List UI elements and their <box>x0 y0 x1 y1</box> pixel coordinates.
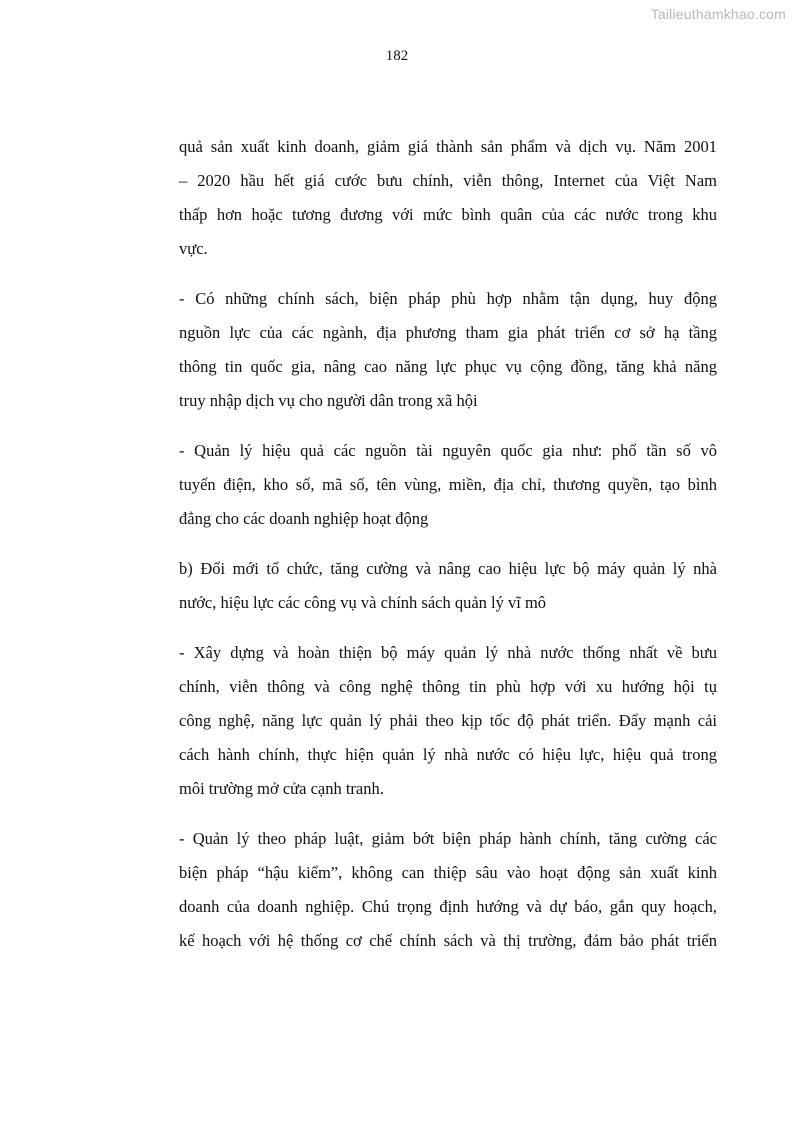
paragraph-3 <box>179 434 717 536</box>
document-body <box>179 130 717 974</box>
text-line: nước, hiệu lực các công vụ và chính sách quản lý vĩ mô <box>179 593 547 612</box>
text-line: b) Đổi mới tổ chức, tăng cường và nâng cao hiệu lực bộ máy quản lý nhà <box>179 559 717 578</box>
text-line: – 2020 hầu hết giá cước bưu chính, viễn thông, Internet của Việt Nam <box>179 171 717 190</box>
text-line: cách hành chính, thực hiện quản lý nhà nước có hiệu lực, hiệu quả trong <box>179 745 717 764</box>
paragraph-1 <box>179 130 717 266</box>
text-line: - Có những chính sách, biện pháp phù hợp nhằm tận dụng, huy động <box>179 289 717 308</box>
text-line: nguồn lực của các ngành, địa phương tham gia phát triển cơ sở hạ tầng <box>179 323 717 342</box>
text-line: đẳng cho các doanh nghiệp hoạt động <box>179 509 429 528</box>
paragraph-5 <box>179 636 717 806</box>
text-line: truy nhập dịch vụ cho người dân trong xã hội <box>179 391 478 410</box>
text-line: tuyến điện, kho số, mã số, tên vùng, miền, địa chỉ, thương quyền, tạo bình <box>179 475 717 494</box>
text-line: - Quản lý theo pháp luật, giảm bớt biện pháp hành chính, tăng cường các <box>179 829 717 848</box>
paragraph-4 <box>179 552 717 620</box>
text-line: thấp hơn hoặc tương đương với mức bình quân của các nước trong khu <box>179 205 717 224</box>
text-line: vực. <box>179 239 208 258</box>
text-line: kế hoạch với hệ thống cơ chế chính sách và thị trường, đảm bảo phát triển <box>179 931 717 950</box>
text-line: công nghệ, năng lực quản lý phải theo kịp tốc độ phát triển. Đẩy mạnh cải <box>179 711 717 730</box>
paragraph-6 <box>179 822 717 958</box>
text-line: quả sản xuất kinh doanh, giảm giá thành sản phẩm và dịch vụ. Năm 2001 <box>179 137 717 156</box>
watermark: Tailieuthamkhao.com <box>650 6 786 22</box>
text-line: chính, viễn thông và công nghệ thông tin phù hợp với xu hướng hội tụ <box>179 677 717 696</box>
paragraph-2 <box>179 282 717 418</box>
text-line: thông tin quốc gia, nâng cao năng lực phục vụ cộng đồng, tăng khả năng <box>179 357 717 376</box>
text-line: môi trường mở cửa cạnh tranh. <box>179 779 384 798</box>
text-line: - Xây dựng và hoàn thiện bộ máy quản lý nhà nước thống nhất về bưu <box>179 643 717 662</box>
text-line: biện pháp “hậu kiểm”, không can thiệp sâu vào hoạt động sản xuất kinh <box>179 863 717 882</box>
text-line: doanh của doanh nghiệp. Chú trọng định hướng và dự báo, gắn quy hoạch, <box>179 897 717 916</box>
text-line: - Quản lý hiệu quả các nguồn tài nguyên quốc gia như: phổ tần số vô <box>179 441 717 460</box>
page-number: 182 <box>385 48 409 64</box>
